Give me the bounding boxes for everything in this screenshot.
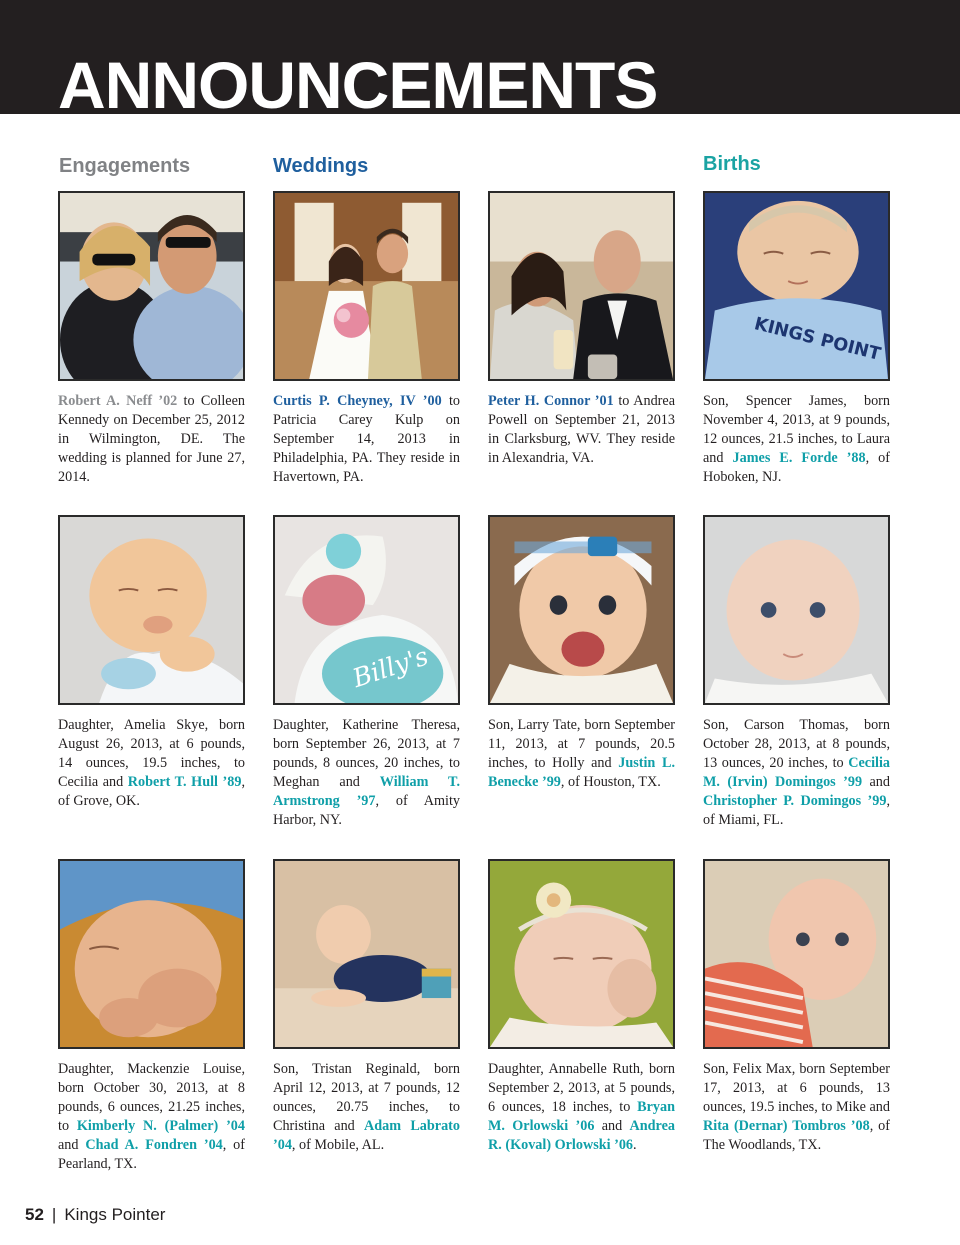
announcement-text-part: Daughter, Amelia Skye, born August 26, 2013, at 6 pounds, 14 ounces, 19.5 inches, to Cecilia and [58,717,245,791]
alumni-name: Christopher P. Domingos ’99 [703,793,887,810]
baby-carson-photo [703,515,890,705]
alumni-name: Robert A. Neff ’02 [58,393,178,409]
footer-separator: | [51,1205,57,1224]
announcement-text-part: Daughter, Mackenzie Louise, born October 30, 2013, at 8 pounds, 6 ounces, 21.25 inches, to [58,1061,245,1135]
announcement-text [58,716,245,811]
announcement-text-part: Son, Tristan Reginald, born April 12, 2013, at 7 pounds, 12 ounces, 20.75 inches, to Christina and [273,1061,460,1135]
announcement-text [703,716,890,831]
announcement-text-part: Daughter, Annabelle Ruth, born September 2, 2013, at 5 pounds, 6 ounces, 18 inches, to [488,1061,675,1116]
announcement-card [488,515,675,792]
announcement-text-part: Son, Larry Tate, born September 11, 2013, at 7 pounds, 20.5 inches, to Holly and [488,717,675,772]
alumni-name: Andrea R. (Koval) Orlowski ’06 [488,1118,675,1154]
alumni-name: Rita (Dernar) Tombros ’08 [703,1118,870,1135]
announcement-text-part: and [594,1118,630,1135]
announcement-text [488,716,675,792]
baby-mackenzie-photo [58,859,245,1049]
announcement-text-part: . [633,1137,637,1154]
announcement-text [488,392,675,468]
page-title: ANNOUNCEMENTS [58,48,658,114]
section-heading-engagements: Engagements [59,155,191,177]
announcement-text [703,392,890,487]
announcement-text-part: and [862,774,890,791]
baby-katherine-photo [273,515,460,705]
section-heading-births: Births [703,153,761,175]
announcement-card [703,515,890,831]
baby-amelia-photo [58,515,245,705]
announcement-text [58,392,245,487]
page-footer [25,1205,165,1225]
alumni-name: Adam Labrato ’04 [273,1118,460,1154]
alumni-name: Cecilia M. (Irvin) Domingos ’99 [703,755,890,791]
announcement-text [488,1060,675,1155]
baby-tristan-photo [273,859,460,1049]
announcement-card [273,859,460,1155]
announcement-text [273,392,460,487]
alumni-name: Robert T. Hull ’89 [127,774,242,791]
announcement-text-part: Son, Spencer James, born November 4, 2013, at 9 pounds, 12 ounces, 21.5 inches, to Laura and [703,393,890,467]
announcement-text-part: to Colleen Kennedy on December 25, 2012 in Wilmington, DE. The wedding is planned for June 27, 2014. [58,393,245,486]
announcement-text-part: , of Grove, OK. [58,774,245,810]
announcement-card [273,191,460,487]
announcement-text-part: Daughter, Katherine Theresa, born September 26, 2013, at 7 pounds, 8 ounces, 20 inches, to Meghan and [273,717,460,791]
alumni-name: James E. Forde ’88 [732,450,866,467]
announcement-card [273,515,460,831]
svg-text:KINGS POINT: KINGS POINT [752,314,883,365]
announcement-text-part: and [58,1137,86,1154]
announcement-text-part: Son, Felix Max, born September 17, 2013, at 6 pounds, 13 ounces, 19.5 inches, to Mike and [703,1061,890,1116]
announcement-text [273,1060,460,1155]
baby-annabelle-photo [488,859,675,1049]
announcement-text-part: , of Mobile, AL. [291,1137,385,1154]
alumni-name: Kimberly N. (Palmer) ’04 [76,1118,245,1135]
alumni-name: Chad A. Fondren ’04 [85,1137,223,1154]
announcement-card [703,859,890,1155]
announcement-text-part: , of Pearland, TX. [58,1137,245,1173]
page-number: 52 [25,1205,44,1224]
wedding-couple-reception-photo [488,191,675,381]
announcement-card [488,859,675,1155]
baby-larry-photo [488,515,675,705]
svg-text:Billy's: Billy's [348,640,432,694]
wedding-couple-church-photo [273,191,460,381]
baby-kings-point-shirt-photo [703,191,890,381]
announcement-text-part: , of Miami, FL. [703,793,890,829]
header-banner [0,0,960,114]
announcement-text-part: , of The Woodlands, TX. [703,1118,890,1154]
alumni-name: Justin L. Benecke ’99 [488,755,675,791]
section-heading-weddings: Weddings [273,155,369,177]
announcement-text [273,716,460,831]
announcement-text-part: to Patricia Carey Kulp on September 14, 2013 in Philadelphia, PA. They reside in Havertown, PA. [273,393,460,486]
alumni-name: William T. Armstrong ’97 [273,774,460,810]
announcement-text-part: to Andrea Powell on September 21, 2013 in Clarksburg, WV. They reside in Alexandria, VA. [488,393,675,467]
announcement-text-part: Son, Carson Thomas, born October 28, 2013, at 8 pounds, 13 ounces, 20 inches, to [703,717,890,772]
announcement-card [58,191,245,487]
publication-name: Kings Pointer [64,1205,166,1224]
announcement-card [58,515,245,811]
announcement-text [703,1060,890,1155]
announcement-text [58,1060,245,1175]
announcement-card [488,191,675,468]
alumni-name: Curtis P. Cheyney, IV ’00 [273,393,442,409]
announcement-text-part: , of Amity Harbor, NY. [273,793,461,829]
alumni-name: Bryan M. Orlowski ’06 [488,1099,675,1135]
announcement-text-part: , of Hoboken, NJ. [703,450,890,486]
announcement-text-part: , of Houston, TX. [560,774,661,791]
baby-felix-photo [703,859,890,1049]
announcement-card [58,859,245,1175]
announcement-card [703,191,890,487]
couple-sunglasses-photo [58,191,245,381]
alumni-name: Peter H. Connor ’01 [488,393,614,409]
